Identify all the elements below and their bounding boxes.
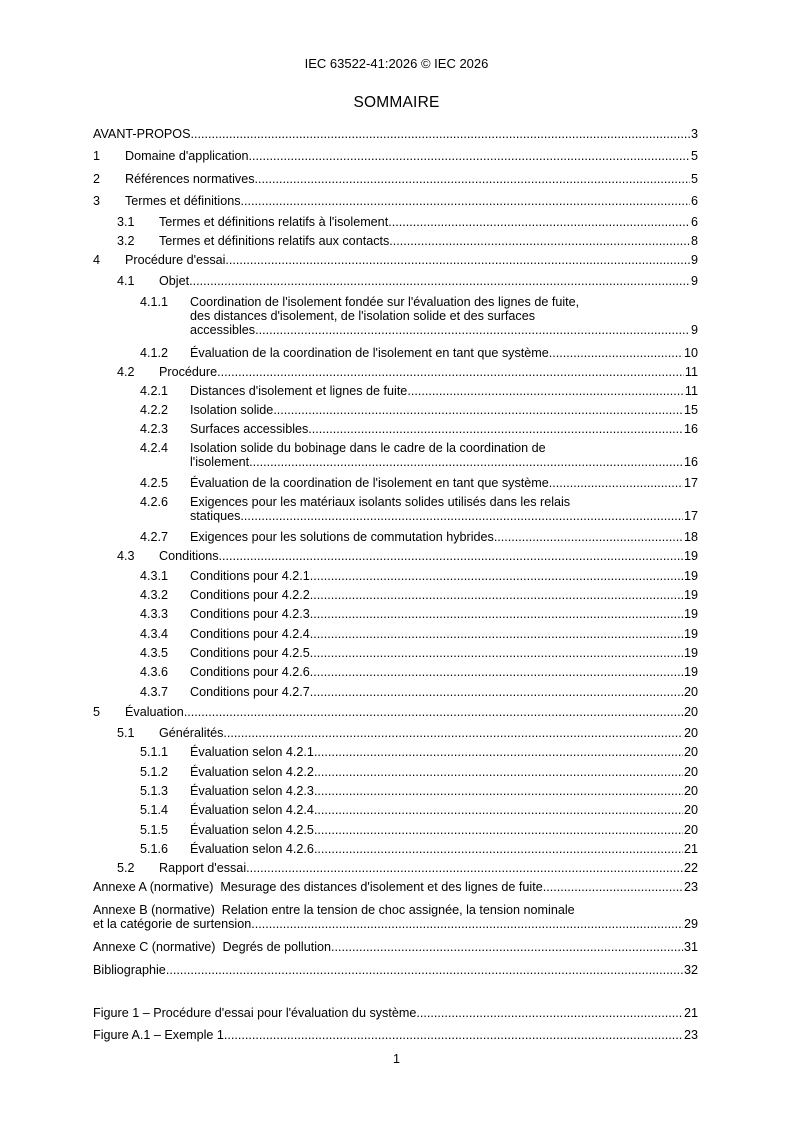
toc-entry-3-1[interactable] bbox=[93, 215, 698, 229]
toc-title: Évaluation selon 4.2.5 bbox=[190, 823, 314, 837]
toc-number: 4.3.1 bbox=[140, 569, 169, 583]
toc-page: 9 bbox=[690, 323, 698, 337]
toc-entry-5-1-6[interactable] bbox=[93, 842, 698, 856]
dot-leader bbox=[225, 253, 690, 267]
toc-number: 4.3.7 bbox=[140, 685, 169, 699]
dot-leader bbox=[241, 194, 690, 208]
toc-entry-4-3[interactable] bbox=[93, 549, 698, 563]
toc-page: 23 bbox=[683, 880, 698, 894]
toc-title: et la catégorie de surtension bbox=[93, 917, 252, 931]
toc-title: Isolation solide bbox=[190, 403, 274, 417]
toc-title: Domaine d'application bbox=[125, 149, 249, 163]
toc-title: Procédure d'essai bbox=[125, 253, 226, 267]
toc-entry-4-2-7[interactable] bbox=[93, 530, 698, 544]
dot-leader bbox=[549, 476, 683, 490]
dot-leader bbox=[543, 880, 683, 894]
toc-entry-4-2-3[interactable] bbox=[93, 422, 698, 436]
toc-title: Termes et définitions relatifs aux contacts bbox=[159, 234, 390, 248]
toc-number: 4.1.1 bbox=[140, 295, 169, 309]
toc-page: 32 bbox=[683, 963, 698, 977]
dot-leader bbox=[314, 784, 683, 798]
toc-entry-annexe-a[interactable] bbox=[93, 880, 698, 894]
toc-title: Conditions pour 4.2.2 bbox=[190, 588, 310, 602]
toc-title-line: Isolation solide du bobinage dans le cadre de la coordination de bbox=[190, 441, 546, 455]
toc-entry-4-3-3[interactable] bbox=[93, 607, 698, 621]
toc-page: 16 bbox=[683, 455, 698, 469]
toc-number: 4.2.2 bbox=[140, 403, 169, 417]
toc-title: Évaluation selon 4.2.3 bbox=[190, 784, 314, 798]
toc-number: 4.3.5 bbox=[140, 646, 169, 660]
toc-entry-4-2-1[interactable] bbox=[93, 384, 698, 398]
toc-page: 20 bbox=[683, 803, 698, 817]
toc-title: Conditions pour 4.2.7 bbox=[190, 685, 310, 699]
toc-title: l'isolement bbox=[190, 455, 250, 469]
toc-title: Conditions pour 4.2.3 bbox=[190, 607, 310, 621]
toc-page: 11 bbox=[684, 384, 698, 398]
toc-entry-5-2[interactable] bbox=[93, 861, 698, 875]
toc-entry-5-1-2[interactable] bbox=[93, 765, 698, 779]
toc-page: 6 bbox=[690, 215, 698, 229]
toc-entry-4-2[interactable] bbox=[93, 365, 698, 379]
toc-number: 5.2 bbox=[117, 861, 135, 875]
toc-page: 9 bbox=[690, 253, 698, 267]
dot-leader bbox=[308, 422, 683, 436]
dot-leader bbox=[273, 403, 683, 417]
toc-number: 5.1.6 bbox=[140, 842, 169, 856]
toc-title: Évaluation selon 4.2.2 bbox=[190, 765, 314, 779]
toc-title-line: Exigences pour les matériaux isolants solides utilisés dans les relais bbox=[190, 495, 571, 509]
toc-page: 19 bbox=[683, 549, 698, 563]
toc-page: 20 bbox=[683, 685, 698, 699]
figure-title: Figure 1 – Procédure d'essai pour l'évaluation du système bbox=[93, 1006, 417, 1020]
toc-number: 5.1.2 bbox=[140, 765, 169, 779]
dot-leader bbox=[191, 127, 690, 141]
toc-title: Évaluation de la coordination de l'isolement en tant que système bbox=[190, 346, 549, 360]
toc-title: Bibliographie bbox=[93, 963, 166, 977]
toc-number: 5.1.1 bbox=[140, 745, 169, 759]
toc-page: 19 bbox=[683, 588, 698, 602]
toc-page: 19 bbox=[683, 607, 698, 621]
toc-number: 4.2.3 bbox=[140, 422, 169, 436]
toc-number: 3.1 bbox=[117, 215, 135, 229]
toc-entry-avant-propos[interactable] bbox=[93, 127, 698, 141]
toc-number: 5.1.5 bbox=[140, 823, 169, 837]
dot-leader bbox=[166, 963, 683, 977]
toc-page: 15 bbox=[683, 403, 698, 417]
toc-page: 19 bbox=[683, 569, 698, 583]
toc-number: 4.2.7 bbox=[140, 530, 169, 544]
toc-title: Évaluation selon 4.2.6 bbox=[190, 842, 314, 856]
toc-entry-bibliographie[interactable] bbox=[93, 963, 698, 977]
dot-leader bbox=[240, 509, 683, 523]
toc-number: 5.1.4 bbox=[140, 803, 169, 817]
toc-entry-4-2-6[interactable] bbox=[93, 495, 698, 523]
dot-leader bbox=[416, 1006, 683, 1020]
toc-entry-2[interactable] bbox=[93, 172, 698, 186]
toc-page: 16 bbox=[683, 422, 698, 436]
toc-page: 20 bbox=[683, 784, 698, 798]
dot-leader bbox=[255, 323, 690, 337]
toc-title: accessibles bbox=[190, 323, 256, 337]
toc-title: Exigences pour les solutions de commutation hybrides bbox=[190, 530, 494, 544]
page-title: SOMMAIRE bbox=[353, 94, 440, 111]
toc-page: 20 bbox=[683, 726, 698, 740]
dot-leader bbox=[249, 455, 683, 469]
toc-number: 5.1 bbox=[117, 726, 135, 740]
toc-page: 20 bbox=[683, 745, 698, 759]
toc-number: 4.2.4 bbox=[140, 441, 169, 455]
toc-number: 1 bbox=[93, 149, 101, 163]
toc-entry-4[interactable] bbox=[93, 253, 698, 267]
toc-page: 19 bbox=[683, 627, 698, 641]
dot-leader bbox=[217, 365, 684, 379]
dot-leader bbox=[249, 149, 690, 163]
toc-number: 4.2.6 bbox=[140, 495, 169, 509]
toc-page: 21 bbox=[683, 842, 698, 856]
toc-page: 3 bbox=[690, 127, 698, 141]
toc-entry-5-1-5[interactable] bbox=[93, 823, 698, 837]
toc-page: 17 bbox=[683, 476, 698, 490]
dot-leader bbox=[314, 745, 683, 759]
toc-entry-4-1[interactable] bbox=[93, 274, 698, 288]
toc-entry-3-2[interactable] bbox=[93, 234, 698, 248]
dot-leader bbox=[219, 549, 683, 563]
toc-title-line: Coordination de l'isolement fondée sur l'évaluation des lignes de fuite, bbox=[190, 295, 580, 309]
figure-entry-1[interactable] bbox=[93, 1006, 698, 1020]
toc-page: 20 bbox=[683, 765, 698, 779]
dot-leader bbox=[314, 803, 683, 817]
dot-leader bbox=[549, 346, 683, 360]
figure-page: 23 bbox=[683, 1028, 698, 1042]
toc-entry-4-3-7[interactable] bbox=[93, 685, 698, 699]
toc-title: Rapport d'essai bbox=[159, 861, 247, 875]
dot-leader bbox=[223, 726, 683, 740]
toc-entry-4-3-2[interactable] bbox=[93, 588, 698, 602]
dot-leader bbox=[407, 384, 684, 398]
toc-number: 4 bbox=[93, 253, 101, 267]
toc-number: 5 bbox=[93, 705, 101, 719]
toc-page: 8 bbox=[690, 234, 698, 248]
toc-page: 5 bbox=[690, 172, 698, 186]
toc-title: Distances d'isolement et lignes de fuite bbox=[190, 384, 408, 398]
toc-title: Objet bbox=[159, 274, 190, 288]
toc-page: 19 bbox=[683, 665, 698, 679]
toc-entry-1[interactable] bbox=[93, 149, 698, 163]
toc-entry-4-3-5[interactable] bbox=[93, 646, 698, 660]
toc-number: 4.3.2 bbox=[140, 588, 169, 602]
toc-title: AVANT-PROPOS bbox=[93, 127, 191, 141]
toc-title: Conditions bbox=[159, 549, 219, 563]
toc-title: Généralités bbox=[159, 726, 224, 740]
toc-entry-4-3-1[interactable] bbox=[93, 569, 698, 583]
toc-title: Conditions pour 4.2.1 bbox=[190, 569, 310, 583]
toc-page: 9 bbox=[690, 274, 698, 288]
dot-leader bbox=[314, 823, 683, 837]
toc-number: 4.1 bbox=[117, 274, 135, 288]
dot-leader bbox=[189, 274, 690, 288]
figure-title: Figure A.1 – Exemple 1 bbox=[93, 1028, 224, 1042]
toc-title-line: des distances d'isolement, de l'isolation solide et des surfaces bbox=[190, 309, 536, 323]
page-number: 1 bbox=[392, 1052, 400, 1066]
toc-entry-5-1-4[interactable] bbox=[93, 803, 698, 817]
dot-leader bbox=[251, 917, 683, 931]
toc-title: statiques bbox=[190, 509, 241, 523]
toc-title: Termes et définitions relatifs à l'isolement bbox=[159, 215, 389, 229]
dot-leader bbox=[310, 627, 683, 641]
dot-leader bbox=[314, 765, 683, 779]
dot-leader bbox=[310, 665, 683, 679]
toc-page: 29 bbox=[683, 917, 698, 931]
document-header: IEC 63522-41:2026 © IEC 2026 bbox=[304, 56, 489, 71]
toc-number: 4.2.1 bbox=[140, 384, 169, 398]
toc-page: 19 bbox=[683, 646, 698, 660]
toc-entry-4-1-2[interactable] bbox=[93, 346, 698, 360]
toc-number: 3.2 bbox=[117, 234, 135, 248]
toc-number: 5.1.3 bbox=[140, 784, 169, 798]
toc-page: 11 bbox=[684, 365, 698, 379]
toc-title: Évaluation selon 4.2.4 bbox=[190, 803, 314, 817]
toc-title: Évaluation selon 4.2.1 bbox=[190, 745, 314, 759]
toc-title: Conditions pour 4.2.5 bbox=[190, 646, 310, 660]
toc-number: 4.3.3 bbox=[140, 607, 169, 621]
toc-entry-4-2-5[interactable] bbox=[93, 476, 698, 490]
toc-number: 2 bbox=[93, 172, 101, 186]
toc-page: 6 bbox=[690, 194, 698, 208]
toc-entry-5[interactable] bbox=[93, 705, 698, 719]
toc-entry-5-1[interactable] bbox=[93, 726, 698, 740]
dot-leader bbox=[224, 1028, 683, 1042]
dot-leader bbox=[389, 234, 690, 248]
dot-leader bbox=[184, 705, 683, 719]
dot-leader bbox=[255, 172, 690, 186]
toc-title: Conditions pour 4.2.6 bbox=[190, 665, 310, 679]
toc-title: Évaluation bbox=[125, 705, 184, 719]
dot-leader bbox=[314, 842, 683, 856]
toc-title: Annexe C (normative) Degrés de pollution bbox=[93, 940, 332, 954]
toc-entry-annexe-b[interactable] bbox=[93, 903, 698, 931]
dot-leader bbox=[331, 940, 683, 954]
dot-leader bbox=[310, 569, 683, 583]
dot-leader bbox=[310, 685, 683, 699]
toc-page: 10 bbox=[683, 346, 698, 360]
dot-leader bbox=[246, 861, 683, 875]
dot-leader bbox=[388, 215, 690, 229]
toc-title: Références normatives bbox=[125, 172, 255, 186]
toc-page: 18 bbox=[683, 530, 698, 544]
dot-leader bbox=[310, 588, 683, 602]
toc-number: 4.3.4 bbox=[140, 627, 169, 641]
toc-page: 17 bbox=[683, 509, 698, 523]
toc-entry-4-3-4[interactable] bbox=[93, 627, 698, 641]
toc-title: Surfaces accessibles bbox=[190, 422, 309, 436]
toc-number: 4.1.2 bbox=[140, 346, 169, 360]
toc-entry-4-2-2[interactable] bbox=[93, 403, 698, 417]
toc-title: Annexe A (normative) Mesurage des distances d'isolement et des lignes de fuite bbox=[93, 880, 543, 894]
figure-entry-a1[interactable] bbox=[93, 1028, 698, 1042]
toc-number: 4.2.5 bbox=[140, 476, 169, 490]
figure-page: 21 bbox=[683, 1006, 698, 1020]
toc-page: 31 bbox=[683, 940, 698, 954]
toc-entry-4-1-1[interactable] bbox=[93, 295, 698, 337]
toc-page: 5 bbox=[690, 149, 698, 163]
toc-entry-4-2-4[interactable] bbox=[93, 441, 698, 469]
toc-page: 20 bbox=[683, 823, 698, 837]
toc-number: 4.3.6 bbox=[140, 665, 169, 679]
toc-title: Procédure bbox=[159, 365, 218, 379]
toc-entry-5-1-1[interactable] bbox=[93, 745, 698, 759]
dot-leader bbox=[310, 607, 683, 621]
toc-page: 20 bbox=[683, 705, 698, 719]
toc-entry-4-3-6[interactable] bbox=[93, 665, 698, 679]
toc-number: 3 bbox=[93, 194, 101, 208]
toc-entry-annexe-c[interactable] bbox=[93, 940, 698, 954]
toc-entry-5-1-3[interactable] bbox=[93, 784, 698, 798]
toc-title-line: Annexe B (normative) Relation entre la tension de choc assignée, la tension nominale bbox=[93, 903, 575, 917]
toc-title: Évaluation de la coordination de l'isolement en tant que système bbox=[190, 476, 549, 490]
dot-leader bbox=[494, 530, 683, 544]
toc-page: 22 bbox=[683, 861, 698, 875]
toc-title: Termes et définitions bbox=[125, 194, 241, 208]
dot-leader bbox=[310, 646, 683, 660]
toc-title: Conditions pour 4.2.4 bbox=[190, 627, 310, 641]
toc-number: 4.3 bbox=[117, 549, 135, 563]
toc-number: 4.2 bbox=[117, 365, 135, 379]
toc-entry-3[interactable] bbox=[93, 194, 698, 208]
